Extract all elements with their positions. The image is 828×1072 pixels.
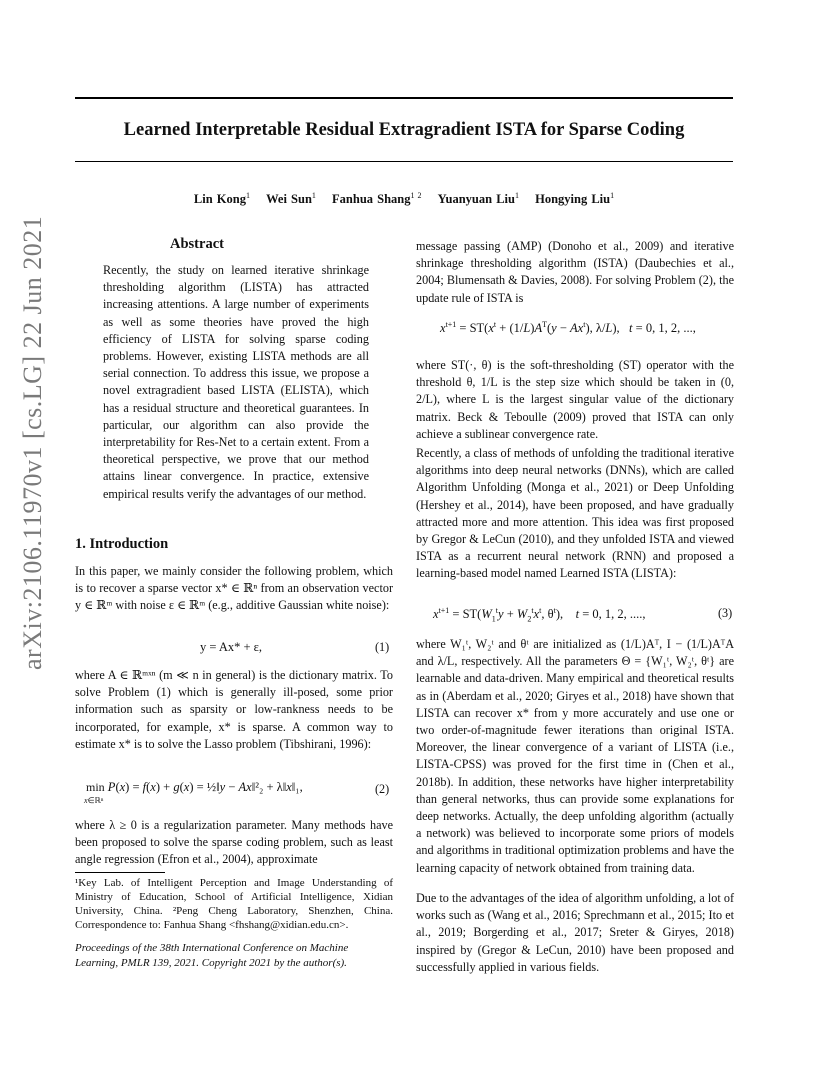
author: Fanhua Shang$^{1 2}$	[332, 191, 422, 207]
footnote: ¹Key Lab. of Intelligent Perception and Image Understanding of Ministry of Education, School of Artificial Intelligence, Xidian University, China. ²Peng Cheng Laboratory, Shenzhen, China. Correspondence to: Fanhua Shang <fhshang@xidian.edu.cn>.	[75, 877, 393, 931]
author-list	[75, 191, 733, 207]
equation-number: (3)	[718, 606, 733, 620]
author: Yuanyuan Liu$^1$	[437, 191, 519, 207]
arxiv-id: arXiv:2106.11970v1 [cs.LG] 22 Jun 2021	[18, 215, 47, 670]
ista-update-equation: $x^{t+1} = ST(x^t + (1/L)A^T(y - Ax^t)$, λ/L), t = 0, 1, 2, ...,	[440, 320, 696, 336]
equation-2-subscript: x∈ℝⁿ	[84, 796, 104, 805]
equation-1: y = Ax* + ε,	[200, 640, 263, 654]
proceedings-note: Proceedings of the 38th International Conference on Machine Learning, PMLR 139, 2021. Copyright 2021 by the author(s).	[75, 942, 349, 969]
abstract-heading: Abstract	[170, 236, 224, 252]
body-paragraph: Due to the advantages of the idea of algorithm unfolding, a lot of works such as (Wang et al., 2016; Sprechmann et al., 2015; Ito et al., 2019; Borgerding et al., 2017; Sreter & Giryes, 2018) inspired by (Gregor & LeCun, 2010) have been proposed and successfully applied in various fields.	[416, 891, 734, 974]
lista-equation: $x^{t+1} = ST(W_1^ty + W_2^tx^t$, $\theta^t$), t = 0, 1, 2, ....,	[433, 606, 646, 624]
intro-paragraph: where λ ≥ 0 is a regularization parameter. Many methods have been proposed to solve the sparse coding problem, such as least angle regression (Efron et al., 2004), approximate	[75, 818, 393, 867]
equation-number: (2)	[375, 782, 390, 796]
author: Hongying Liu$^1$	[535, 191, 615, 207]
equation-number: (1)	[375, 640, 390, 654]
top-rule	[75, 97, 733, 99]
abstract-text: Recently, the study on learned iterative shrinkage thresholding algorithm (LISTA) has attracted increasing attentions. A large number of experiments as well as some theories have proved the high efficiency of LISTA for solving sparse coding problems. However, existing LISTA methods are all serial connection. To address this issue, we propose a novel extragradient based LISTA (ELISTA), which has a residual structure and theoretical guarantees. In particular, our algorithm can also provide the interpretability for Res-Net to a certain extent. From a theoretical perspective, we prove that our method attains linear convergence. In practice, extensive empirical results verify the advantages of our method.	[103, 263, 369, 501]
paper-title: Learned Interpretable Residual Extragradient ISTA for Sparse Coding	[123, 120, 685, 140]
footnote-rule	[75, 872, 165, 873]
author: Wei Sun$^1$	[266, 191, 316, 207]
body-paragraph: Recently, a class of methods of unfolding the traditional iterative algorithms into deep neural networks (DNNs), which are called Algorithm Unfolding (Monga et al., 2021) or Deep Unfolding (Hershey et al., 2014), have been proposed, and have gradually attracted more and more attention. This idea was first proposed by Gregor & LeCun (2010), and they unfolded ISTA and viewed ISTA as a recurrent neural network (RNN) and proposed a learning-based model named Learned ISTA (LISTA):	[416, 446, 734, 581]
title-rule	[75, 161, 733, 162]
body-paragraph: where ST(·, θ) is the soft-thresholding (ST) operator with the threshold θ, 1/L is the step size which should be taken in (0, 2/L), where L is the largest singular value of the dictionary matrix. Beck & Teboulle (2009) proved that ISTA can only achieve a sublinear convergence rate.	[416, 358, 734, 441]
body-paragraph: where W₁ᵗ, W₂ᵗ and θᵗ are initialized as (1/L)Aᵀ, I − (1/L)AᵀA and λ/L, respectively. All the parameters Θ = {W₁ᵗ, W₂ᵗ, θᵗ} are learnable and data-driven. Many empirical and theoretical results as in (Aberdam et al., 2020; Giryes et al., 2018) have shown that LISTA can recover x* from y more accurately and use one or two order-of-magnitude fewer iterations than original ISTA. Moreover, the linear convergence of a variant of LISTA (i.e., LISTA-CPSS) was proved for the first time in (Chen et al., 2018b). In addition, these networks have higher interpretability than general networks, thus can provide some explanations for deep networks. Actually, the deep unfolding algorithm (actually a network) was believed to incorporate some priors of models and algorithms in traditional optimization problems and have the learning capacity of network obtained from training data.	[416, 637, 734, 875]
equation-2: min P(x) = f(x) + g(x) = ½‖y − Ax‖²₂ + λ‖x‖₁,	[86, 780, 303, 794]
intro-paragraph: where A ∈ ℝᵐˣⁿ (m ≪ n in general) is the dictionary matrix. To solve Problem (1) which is generally ill-posed, some prior information such as sparsity or low-rankness needs to be incorporated, for example, x* is sparse. A common way to estimate x* is to solve the Lasso problem (Tibshirani, 1996):	[75, 668, 393, 751]
body-paragraph: message passing (AMP) (Donoho et al., 2009) and iterative shrinkage thresholding algorithm (ISTA) (Daubechies et al., 2004; Blumensath & Davies, 2008). For solving Problem (2), the update rule of ISTA is	[416, 239, 734, 305]
intro-paragraph: In this paper, we mainly consider the following problem, which is to recover a sparse vector x* ∈ ℝⁿ from an observation vector y ∈ ℝᵐ with noise ε ∈ ℝᵐ (e.g., additive Gaussian white noise):	[75, 564, 393, 613]
author: Lin Kong$^1$	[193, 191, 250, 207]
section-heading: 1. Introduction	[75, 536, 169, 552]
